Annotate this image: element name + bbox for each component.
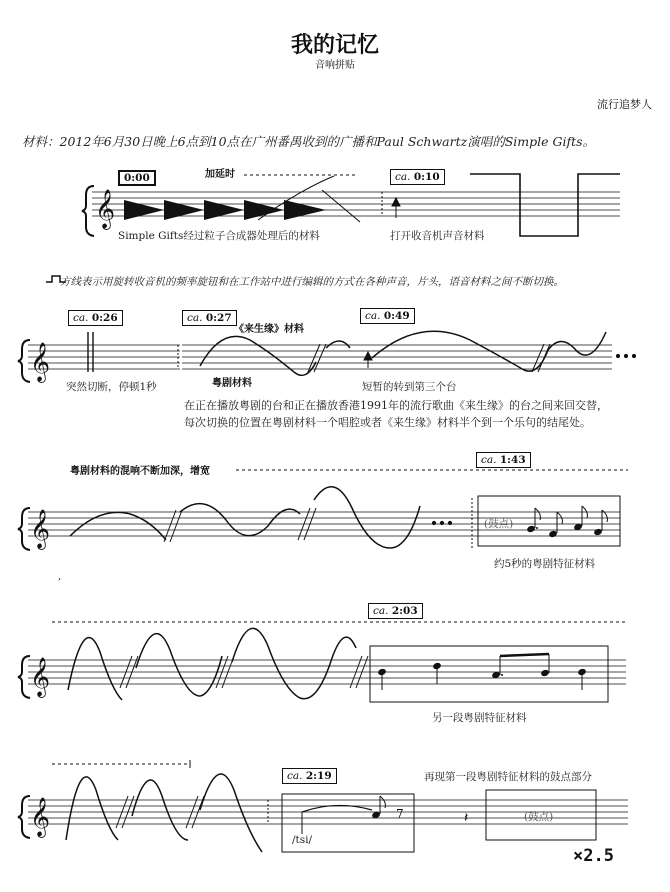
caption-granular: Simple Gifts经过粒子合成器处理后的材料 bbox=[118, 230, 320, 242]
repeat-times: ×2.5 bbox=[573, 846, 614, 866]
laisheng-label: 《来生缘》材料 bbox=[234, 324, 304, 335]
ca-label: ca. bbox=[481, 454, 497, 466]
paragraph-line-1: 在正在播放粤剧的台和正在播放香港1991年的流行歌曲《来生缘》的台之间来回交替， bbox=[184, 399, 608, 412]
extend-label: 加延时 bbox=[205, 169, 235, 180]
time-value: 0:26 bbox=[91, 312, 118, 324]
time-value: 2:03 bbox=[391, 605, 418, 617]
rest-icon: 𝄽 bbox=[464, 810, 469, 826]
material-description: 材料：2012年6月30日晚上6点到10点在广州番禺收到的广播和Paul Schwartz演唱的Simple Gifts。 bbox=[22, 134, 596, 149]
time-marker-0-26 bbox=[68, 310, 123, 326]
ca-label: ca. bbox=[373, 605, 389, 617]
treble-clef-icon: 𝄞 bbox=[30, 509, 51, 549]
staff-system-4 bbox=[18, 622, 628, 702]
ca-label: ca. bbox=[73, 312, 89, 324]
drum-label: (鼓点) bbox=[484, 518, 514, 530]
stray-mark: , bbox=[58, 570, 62, 582]
tsi-syllable: /tsi/ bbox=[292, 834, 313, 846]
notes-group-2 bbox=[377, 662, 587, 679]
caption-radio: 打开收音机声音材料 bbox=[390, 230, 485, 242]
time-marker-2-03 bbox=[368, 603, 423, 619]
page-title: 我的记忆 bbox=[290, 33, 379, 58]
reprise-caption: 再现第一段粤剧特征材料的鼓点部分 bbox=[424, 771, 592, 783]
short-turn-note: 短暂的转到第三个台 bbox=[362, 381, 457, 393]
time-value: 1:43 bbox=[499, 454, 526, 466]
reverb-lead: 粤剧材料的混响不断加深，增宽 bbox=[70, 466, 210, 477]
ca-label: ca. bbox=[287, 770, 303, 782]
page-subtitle: 音响拼贴 bbox=[315, 60, 355, 71]
time-value: 2:19 bbox=[305, 770, 332, 782]
treble-clef-icon: 𝄞 bbox=[30, 797, 51, 837]
staff-system-2 bbox=[18, 331, 636, 383]
author-name: 流行追梦人 bbox=[597, 98, 652, 111]
ca-label: ca. bbox=[395, 171, 411, 183]
svg-text:7: 7 bbox=[396, 807, 404, 821]
drum-label-2: (鼓点) bbox=[524, 811, 554, 823]
paragraph-line-2: 每次切换的位置在粤剧材料一个唱腔或者《来生缘》材料半个到一个乐句的结尾处。 bbox=[184, 416, 591, 429]
staff-system-3 bbox=[18, 470, 628, 550]
time-marker-0-10 bbox=[390, 169, 445, 185]
ca-label: ca. bbox=[365, 310, 381, 322]
square-wave-legend: 方线表示用旋转收音机的频率旋钮和在工作站中进行编辑的方式在各种声音，片头，语音材料之间不断切换。 bbox=[60, 276, 564, 288]
treble-clef-icon: 𝄞 bbox=[95, 189, 116, 229]
cut-note: 突然切断，停顿1秒 bbox=[66, 381, 157, 393]
time-value: 0:27 bbox=[205, 312, 232, 324]
time-marker-1-43 bbox=[476, 452, 531, 468]
time-value: 0:49 bbox=[383, 310, 410, 322]
staff-system-1 bbox=[82, 174, 620, 236]
time-marker-2-19 bbox=[282, 768, 337, 784]
caption-5s: 约5秒的粤剧特征材料 bbox=[494, 558, 596, 570]
time-marker-0-27 bbox=[182, 310, 237, 326]
treble-clef-icon: 𝄞 bbox=[30, 342, 51, 382]
ca-label: ca. bbox=[187, 312, 203, 324]
time-marker-0-49 bbox=[360, 308, 415, 324]
treble-clef-icon: 𝄞 bbox=[30, 657, 51, 697]
granular-triangles bbox=[124, 200, 326, 220]
time-marker-0-00 bbox=[118, 170, 156, 186]
yueju-label: 粤剧材料 bbox=[212, 378, 252, 389]
caption-another: 另一段粤剧特征材料 bbox=[432, 712, 527, 724]
time-value: 0:10 bbox=[413, 171, 440, 183]
time-value: 0:00 bbox=[124, 172, 150, 184]
alternation-paragraph bbox=[184, 397, 608, 431]
